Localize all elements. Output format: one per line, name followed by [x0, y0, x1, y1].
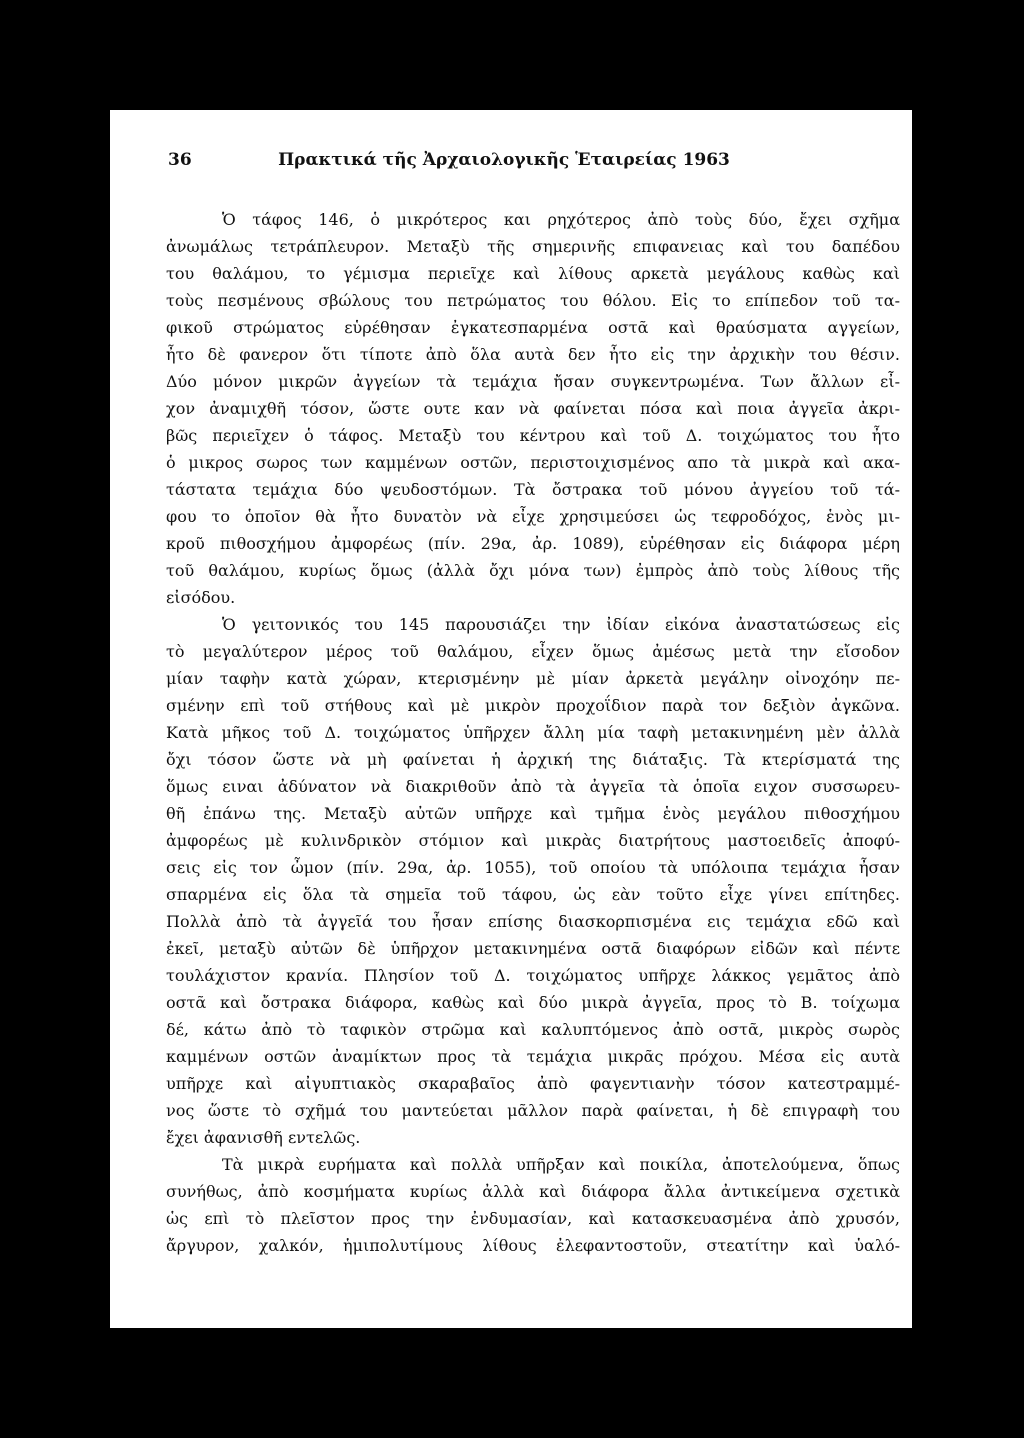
text-line: εἰσόδου.: [166, 588, 236, 607]
text-line: ἦτο δὲ φανερον ὅτι τίποτε ἀπὸ ὅλα αυτὰ δεν ἦτο εἰς την ἀρχικὴν του θέσιν.: [166, 345, 900, 364]
text-line: συνήθως, ἀπὸ κοσμήματα κυρίως ἀλλὰ καὶ διάφορα ἄλλα ἀντικείμενα σχετικὰ: [166, 1182, 900, 1201]
text-line: τουλάχιστον κρανία. Πλησίον τοῦ Δ. τοιχώματος υπῆρχε λάκκος γεμᾶτος ἀπὸ: [166, 966, 900, 985]
text-line: φου το ὁποῖον θὰ ἦτο δυνατὸν νὰ εἶχε χρησιμεύσει ὡς τεφροδόχος, ἑνὸς μι-: [166, 507, 900, 526]
page-number: 36: [168, 150, 192, 170]
text-line: οστᾶ καὶ ὄστρακα διάφορα, καθὼς καὶ δύο μικρὰ ἀγγεῖα, προς τὸ Β. τοίχωμα: [166, 993, 900, 1012]
text-line: Δύο μόνον μικρῶν ἀγγείων τὰ τεμάχια ἤσαν συγκεντρωμένα. Των ἄλλων εἶ-: [166, 372, 900, 391]
text-line: ὁ μικρος σωρος των καμμένων οστῶν, περιστοιχισμένος απο τὰ μικρὰ καὶ ακα-: [166, 453, 900, 472]
text-line: τὸ μεγαλύτερον μέρος τοῦ θαλάμου, εἶχεν ὅμως ἀμέσως μετὰ την εἴσοδον: [166, 642, 900, 661]
text-line: τοὺς πεσμένους σβώλους του πετρώματος του θόλου. Εἰς το επίπεδον τοῦ τα-: [166, 291, 900, 310]
text-line: σεις εἰς τον ὦμον (πίν. 29α, ἀρ. 1055), τοῦ οποίου τὰ υπόλοιπα τεμάχια ἦσαν: [166, 858, 900, 877]
text-line: ἀμφορέως μὲ κυλινδρικὸν στόμιον καὶ μικρὰς διατρήτους μαστοειδεῖς ἀποφύ-: [166, 831, 900, 850]
text-line: χον ἀναμιχθῆ τόσον, ὥστε ουτε καν νὰ φαίνεται πόσα καὶ ποια ἀγγεῖα ἀκρι-: [166, 399, 900, 418]
text-line: Πολλὰ ἀπὸ τὰ ἀγγεῖά του ἦσαν επίσης διασκορπισμένα εις τεμάχια εδῶ καὶ: [166, 912, 900, 931]
text-line: ὄχι τόσον ὥστε νὰ μὴ φαίνεται ἡ ἀρχική της διάταξις. Τὰ κτερίσματά της: [166, 750, 900, 769]
text-line: τοῦ θαλάμου, κυρίως ὅμως (ἀλλὰ ὄχι μόνα των) ἐμπρὸς ἀπὸ τοὺς λίθους τῆς: [166, 561, 900, 580]
text-line: σπαρμένα εἰς ὅλα τὰ σημεῖα τοῦ τάφου, ὡς εὰν τοῦτο εἶχε γίνει επίτηδες.: [166, 885, 900, 904]
text-line: τάστατα τεμάχια δύο ψευδοστόμων. Τὰ ὄστρακα τοῦ μόνου ἀγγείου τοῦ τά-: [166, 480, 900, 499]
text-line: φικοῦ στρώματος εὑρέθησαν ἐγκατεσπαρμένα οστᾶ καὶ θραύσματα αγγείων,: [166, 318, 900, 337]
text-line: Τὰ μικρὰ ευρήματα καὶ πολλὰ υπῆρξαν καὶ ποικίλα, ἀποτελούμενα, ὅπως: [222, 1155, 900, 1174]
text-line: σμένην επὶ τοῦ στήθους καὶ μὲ μικρὸν προχοΐδιον παρὰ τον δεξιὸν ἀγκῶνα.: [166, 696, 900, 715]
text-line: ὅμως ειναι ἀδύνατον νὰ διακριθοῦν ἀπὸ τὰ ἀγγεῖα τὰ ὁποῖα ειχον συσσωρευ-: [166, 777, 900, 796]
text-line: ὡς επὶ τὸ πλεῖστον προς την ἐνδυμασίαν, καὶ κατασκευασμένα ἀπὸ χρυσόν,: [166, 1209, 900, 1228]
text-line: του θαλάμου, το γέμισμα περιεῖχε καὶ λίθους αρκετὰ μεγάλους καθὼς καὶ: [166, 264, 900, 283]
text-line: μίαν ταφὴν κατὰ χώραν, κτερισμένην μὲ μίαν ἀρκετὰ μεγάλην οἰνοχόην πε-: [166, 669, 900, 688]
text-line: καμμένων οστῶν ἀναμίκτων προς τὰ τεμάχια μικρᾶς πρόχου. Μέσα εἰς αυτὰ: [166, 1047, 900, 1066]
text-line: ἐκεῖ, μεταξὺ αὐτῶν δὲ ὑπῆρχον μετακινημένα οστᾶ διαφόρων εἰδῶν καὶ πέντε: [166, 939, 900, 958]
text-line: θῆ ἐπάνω της. Μεταξὺ αὐτῶν υπῆρχε καὶ τμῆμα ἑνὸς μεγάλου πιθοσχήμου: [166, 804, 900, 823]
text-line: κροῦ πιθοσχήμου ἀμφορέως (πίν. 29α, ἀρ. 1089), εὑρέθησαν εἰς διάφορα μέρη: [166, 534, 900, 553]
text-line: υπῆρχε καὶ αἰγυπτιακὸς σκαραβαῖος ἀπὸ φαγεντιανὴν τόσον κατεστραμμέ-: [166, 1074, 900, 1093]
running-header: [168, 150, 758, 174]
text-line: ἔχει ἀφανισθῆ εντελῶς.: [166, 1128, 361, 1147]
text-line: ἄργυρον, χαλκόν, ἡμιπολυτίμους λίθους ἐλεφαντοστοῦν, στεατίτην καὶ ὑαλό-: [166, 1236, 900, 1255]
text-line: Ὁ τάφος 146, ὁ μικρότερος και ρηχότερος ἀπὸ τοὺς δύο, ἔχει σχῆμα: [222, 210, 900, 229]
running-title: Πρακτικά τῆς Ἀρχαιολογικῆς Ἑταιρείας 1963: [278, 150, 730, 170]
text-line: Κατὰ μῆκος τοῦ Δ. τοιχώματος ὑπῆρχεν ἄλλη μία ταφὴ μετακινημένη μὲν ἀλλὰ: [166, 723, 900, 742]
text-line: δέ, κάτω ἀπὸ τὸ ταφικὸν στρῶμα καὶ καλυπτόμενος ἀπὸ οστᾶ, μικρὸς σωρὸς: [166, 1020, 900, 1039]
text-line: νος ὥστε τὸ σχῆμά του μαντεύεται μᾶλλον παρὰ φαίνεται, ἡ δὲ επιγραφὴ του: [166, 1101, 900, 1120]
text-line: Ὁ γειτονικός του 145 παρουσιάζει την ἰδίαν εἰκόνα ἀναστατώσεως εἰς: [222, 615, 900, 634]
text-line: βῶς περιεῖχεν ὁ τάφος. Μεταξὺ του κέντρου καὶ τοῦ Δ. τοιχώματος του ἦτο: [166, 426, 900, 445]
text-line: ἀνωμάλως τετράπλευρον. Μεταξὺ τῆς σημερινῆς επιφανειας καὶ του δαπέδου: [166, 237, 900, 256]
body-text: [166, 206, 900, 1259]
